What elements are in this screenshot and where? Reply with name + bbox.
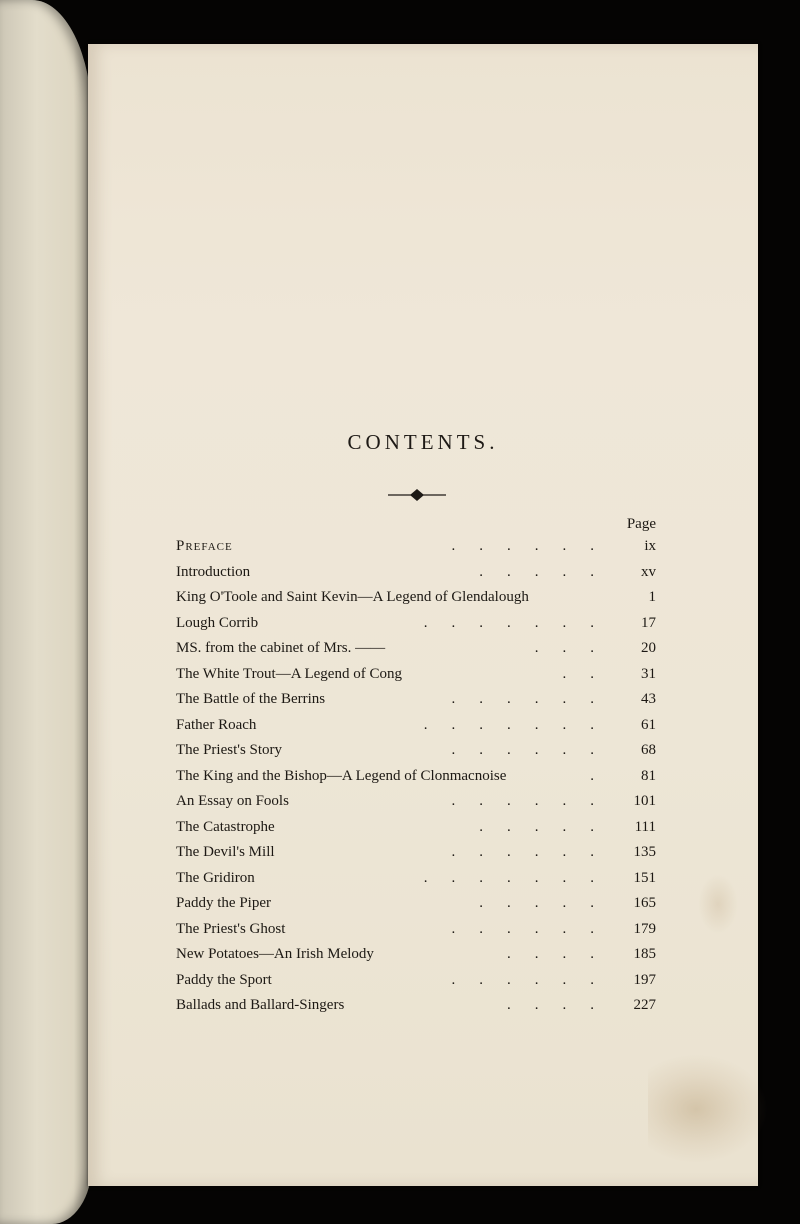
- ornament-icon: [388, 488, 446, 502]
- page-stain: [698, 874, 738, 934]
- toc-entry-title: King O'Toole and Saint Kevin—A Legend of Glendalough: [176, 589, 529, 605]
- toc-entry-page: 185: [633, 946, 656, 962]
- toc-leader-dots: ......: [451, 844, 618, 860]
- toc-entry-title: The King and the Bishop—A Legend of Clonmacnoise: [176, 767, 507, 784]
- toc-entry-title: The Battle of the Berrins: [176, 691, 326, 707]
- toc-entry[interactable]: [176, 611, 660, 637]
- toc-entry-page: 165: [633, 895, 656, 911]
- toc-leader-dots: .......: [423, 716, 618, 733]
- toc-entry-page: 68: [641, 742, 656, 758]
- toc-entry-title: Introduction: [176, 563, 251, 580]
- toc-leader-dots: ......: [451, 920, 618, 937]
- toc-entry-page: 61: [641, 716, 656, 733]
- toc-entry-title: MS. from the cabinet of Mrs. ——: [176, 640, 386, 656]
- toc-entry-page: 135: [633, 844, 656, 860]
- toc-entry[interactable]: [176, 942, 660, 968]
- toc-leader-dots: ......: [451, 971, 618, 988]
- toc-entry-page: 197: [633, 971, 656, 988]
- toc-entry-title: Paddy the Piper: [176, 895, 271, 911]
- toc-entry-page: 17: [641, 614, 656, 631]
- toc-leader-dots: ......: [451, 742, 618, 758]
- toc-leader-dots: .....: [479, 563, 618, 580]
- toc-entry-title: The Catastrophe: [176, 818, 275, 835]
- toc-entry[interactable]: [176, 866, 660, 892]
- toc-entry[interactable]: [176, 968, 660, 994]
- toc-entry[interactable]: [176, 713, 660, 739]
- toc-entry-page: 31: [641, 665, 656, 682]
- toc-entry-title: Lough Corrib: [176, 614, 259, 631]
- toc-entry-page: 111: [634, 818, 656, 835]
- toc-entry-page: 179: [633, 920, 656, 937]
- toc-leader-dots: ...: [534, 640, 618, 656]
- toc-entry-title: An Essay on Fools: [176, 793, 289, 809]
- page-stain: [648, 1054, 768, 1164]
- toc-entry-page: xv: [641, 563, 656, 580]
- toc-entry-title: The White Trout—A Legend of Cong: [176, 665, 402, 682]
- toc-leader-dots: .....: [479, 818, 618, 835]
- toc-entry-title: Preface: [176, 538, 233, 554]
- table-of-contents: [176, 514, 660, 1019]
- toc-entry-page: 227: [633, 997, 656, 1013]
- toc-entry[interactable]: [176, 891, 660, 917]
- toc-leader-dots: .......: [423, 869, 618, 886]
- toc-leader-dots: ......: [451, 793, 618, 809]
- toc-leader-dots: ..: [562, 665, 618, 682]
- toc-leader-dots: ....: [507, 997, 618, 1013]
- toc-entry[interactable]: [176, 662, 660, 688]
- toc-entry-page: 43: [641, 691, 656, 707]
- toc-entry[interactable]: [176, 560, 660, 586]
- toc-entry[interactable]: [176, 993, 660, 1019]
- toc-entry-title: The Priest's Ghost: [176, 920, 286, 937]
- toc-entry-title: Ballads and Ballard-Singers: [176, 997, 345, 1013]
- toc-entry-title: The Devil's Mill: [176, 844, 275, 860]
- toc-entry[interactable]: [176, 789, 660, 815]
- toc-entry-page: ix: [644, 538, 656, 554]
- toc-leader-dots: ......: [451, 538, 618, 554]
- toc-entry[interactable]: [176, 815, 660, 841]
- toc-entry[interactable]: [176, 687, 660, 713]
- toc-entry[interactable]: [176, 738, 660, 764]
- toc-entry[interactable]: [176, 585, 660, 611]
- toc-entry-title: Paddy the Sport: [176, 971, 272, 988]
- toc-entry[interactable]: [176, 764, 660, 790]
- toc-leader-dots: .....: [479, 895, 618, 911]
- toc-leader-dots: ......: [451, 691, 618, 707]
- toc-entry-title: New Potatoes—An Irish Melody: [176, 946, 374, 962]
- toc-entry-page: 151: [633, 869, 656, 886]
- toc-leader-dots: .......: [423, 614, 618, 631]
- toc-entry-title: Father Roach: [176, 716, 257, 733]
- toc-entry-title: The Gridiron: [176, 869, 255, 886]
- toc-entry[interactable]: [176, 840, 660, 866]
- left-page-edge: [0, 0, 92, 1224]
- page-column-header: Page: [626, 516, 656, 532]
- toc-leader-dots: .: [590, 767, 618, 784]
- toc-entry-page: 20: [641, 640, 656, 656]
- toc-entry-page: 81: [641, 767, 656, 784]
- toc-entry[interactable]: [176, 534, 660, 560]
- toc-entry-title: The Priest's Story: [176, 742, 283, 758]
- toc-entry-page: 101: [633, 793, 656, 809]
- toc-entry[interactable]: [176, 917, 660, 943]
- toc-leader-dots: ....: [507, 946, 618, 962]
- toc-entry[interactable]: [176, 636, 660, 662]
- page-title: CONTENTS.: [347, 430, 499, 454]
- toc-entry-page: 1: [648, 589, 656, 605]
